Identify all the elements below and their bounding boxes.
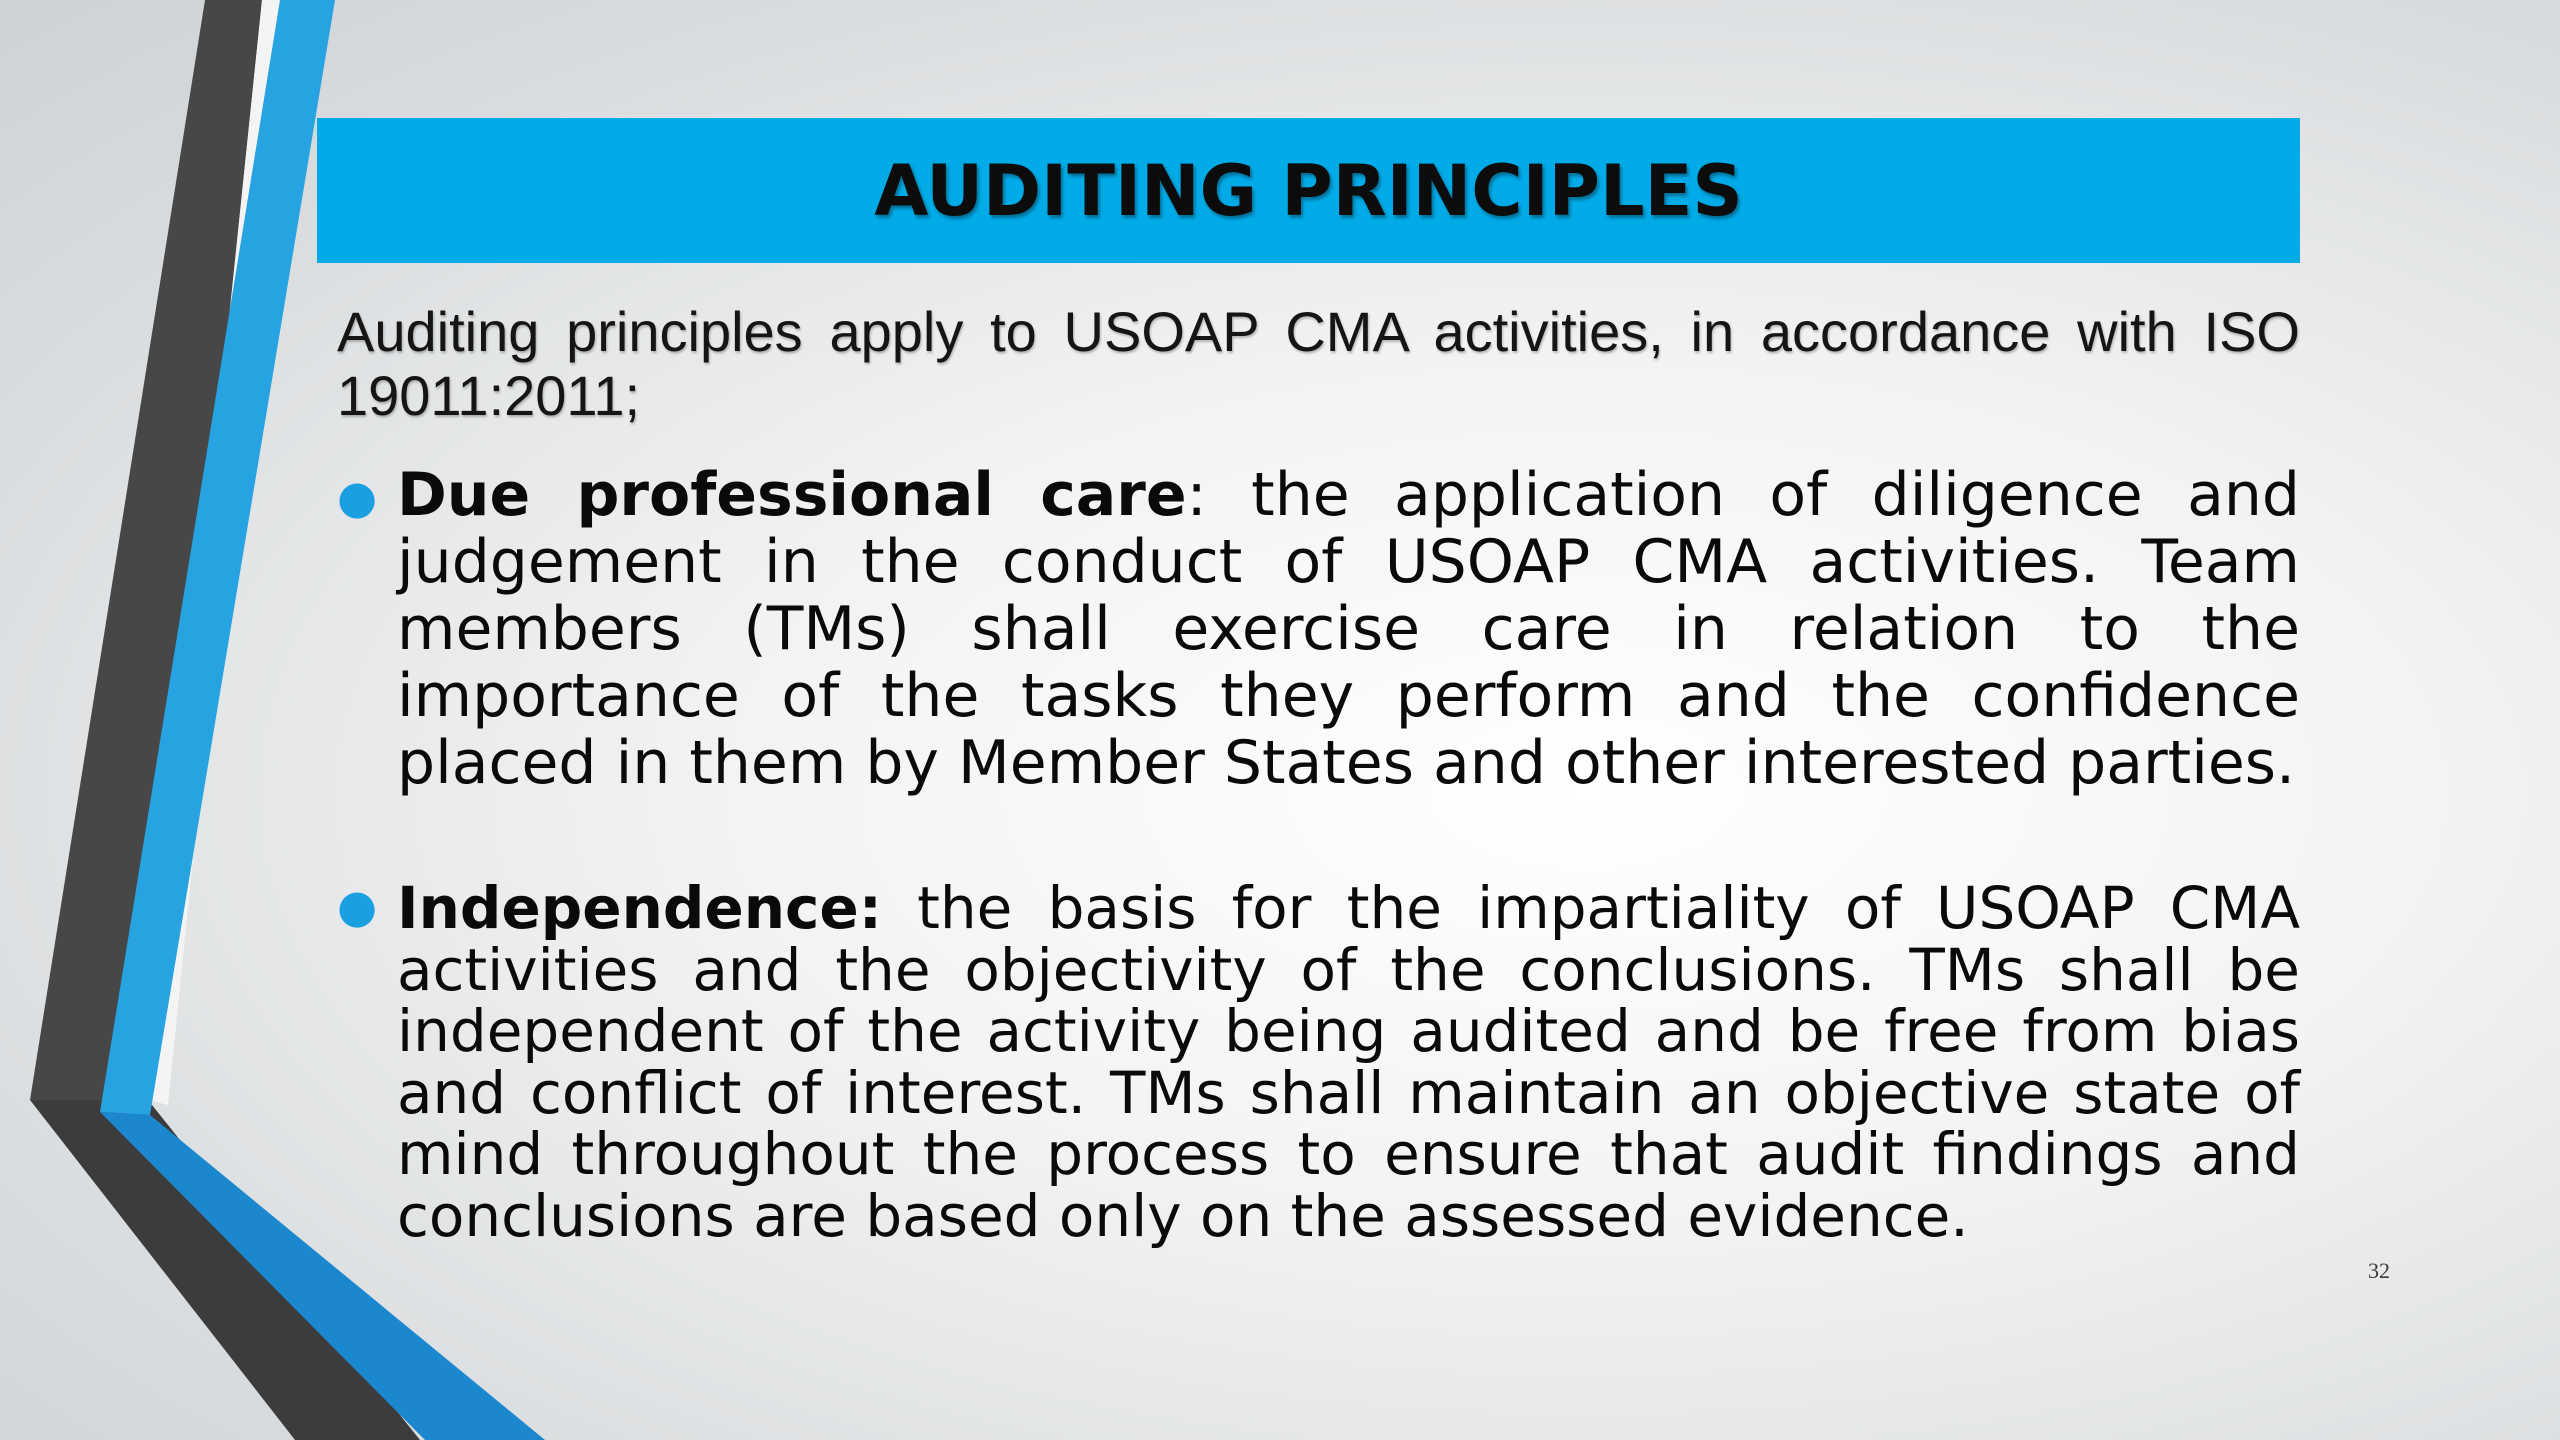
bullet-text: : the application of diligence and judgement in the conduct of USOAP CMA activities. Team members (TMs) shall exercise care in relation to the importance of the tasks they perform and the confidence placed in them by Member States and other interested parties. <box>397 460 2300 798</box>
bullet-text: the basis for the impartiality of USOAP CMA activities and the objectivity of the conclusions. TMs shall be independent of the activity being audited and be free from bias and conflict of interest. TMs shall maintain an objective state of mind throughout the process to ensure that audit findings and conclusions are based only on the assessed evidence. <box>397 874 2300 1250</box>
bullet-body <box>397 462 2300 797</box>
slide-title: AUDITING PRINCIPLES <box>874 149 1743 232</box>
bullet-term: Due professional care <box>397 460 1187 530</box>
title-bar <box>317 118 2300 263</box>
bullet-point-icon: ● <box>337 470 378 524</box>
intro-paragraph: Auditing principles apply to USOAP CMA activities, in accordance with ISO 19011:2011; <box>337 300 2300 427</box>
bullet-independence <box>337 874 2300 1250</box>
bullet-point-icon: ● <box>337 879 378 933</box>
page-number: 32 <box>2368 1258 2390 1283</box>
bullet-due-professional-care <box>337 462 2300 797</box>
bullet-body <box>397 874 2300 1250</box>
bullet-term: Independence: <box>397 874 882 942</box>
